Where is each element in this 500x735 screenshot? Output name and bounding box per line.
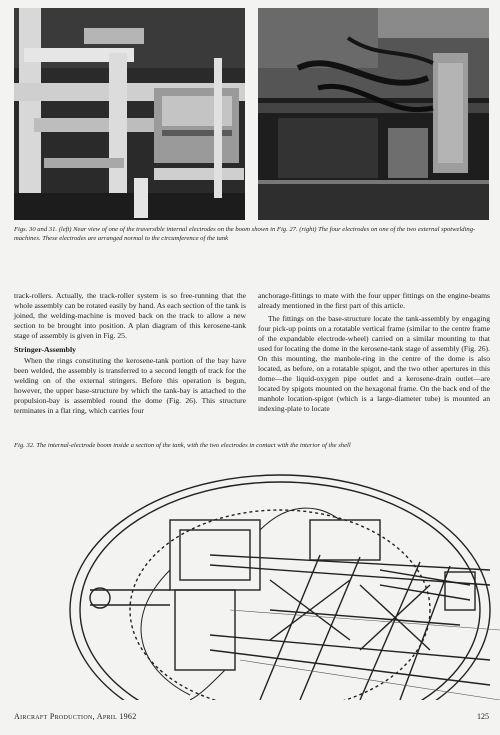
section-heading: Stringer-Assembly [14,345,77,354]
paragraph: anchorage-fittings to mate with the four upper fittings on the engine-beams already mentioned in the first part of this article. [258,291,490,310]
page-number: 125 [477,712,489,721]
drawing-fig-32 [60,460,500,700]
paragraph: track-rollers. Actually, the track-roller system is so free-running that the whole assembly can be rotated easily by hand. As each section of the tank is joined, the welding-machine is moved back on the track to allow a new section to be brought into position. A plan diagram of this kerosene-tank stage of assembly is given in Fig. 25. [14,291,246,340]
paragraph: The fittings on the base-structure locate the tank-assembly by engaging four pick-up points on a rotatable vertical frame (similar to the centre frame of the expandable electrode-wheel) carried on a similar mounting to that used for locating the dome in the kerosene-tank stage of assembly (Fig. 26). On this mounting, the manhole-ring in the centre of the dome is also located, as before, on a rotatable spigot, and the two other apertures in this dome—the liquid-oxygen pipe outlet and a kerosene-drain outlet—are located by spigots mounted on the hexagonal frame. On the back end of the manhole location-spigot (which is a large-diameter tube) is mounted an indexing-plate to locate [258,314,490,413]
article-column-left [14,291,246,416]
photo-fig-30 [14,8,245,220]
photo-fig-31 [258,8,489,220]
page-footer [14,712,489,726]
caption-fig-32: Fig. 32. The internal-electrode boom inside a section of the tank, with the two electrodes in contact with the interior of the shell [14,442,351,449]
paragraph: When the rings constituting the kerosene-tank portion of the bay have been welded, the assembly is transferred to a second length of track for the welding on of the external stringers. Before this operation is begun, however, the upper base-structure by which the tank-bay is attached to the propulsion-bay is assembled round the dome (Fig. 26). This structure terminates in a flat ring, which carries four [14,356,246,415]
caption-figs-30-31: Figs. 30 and 31. (left) Near view of one of the traversible internal electrodes on the boom shown in Fig. 27. (right) The four electrodes on one of the two external spotwelding-machines. These electrodes are arranged normal to the circumference of the tank [14,226,476,242]
article-column-right [258,291,490,414]
journal-title: Aircraft Production, April 1962 [14,712,137,721]
